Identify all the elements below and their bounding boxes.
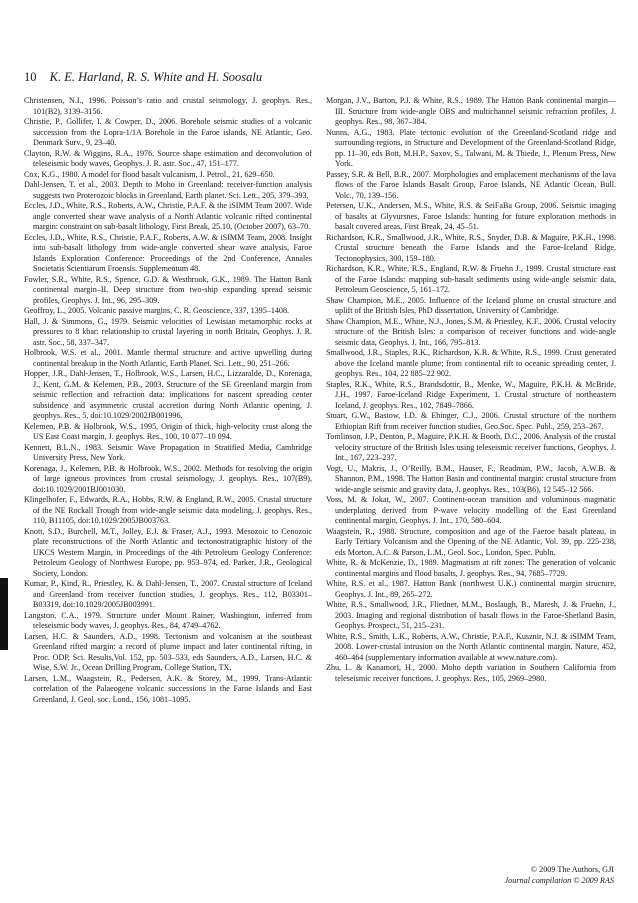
reference-entry: Fowler, S.R., White, R.S., Spence, G.D. & Westbrook, G.K., 1989. The Hatton Bank continental margin–II. Deep structure from two-ship expanding spread seismic profiles, Geophys. J. Int., 96, 295–309. [24, 274, 312, 305]
reference-entry: Cox, K.G., 1980. A model for flood basalt vulcanism, J. Petrol., 21, 629–650. [24, 169, 275, 179]
reference-entry: Holbrook, W.S. et al., 2001. Mantle thermal structure and active upwelling during continental breakup in the North Atlantic, Earth Planet. Sci. Lett., 90, 251–266. [24, 348, 312, 368]
reference-entry: Shaw Champion, M.E., 2005. Influence of the Iceland plume on crustal structure and uplift of the British Isles, PhD dissertation, University of Cambridge. [326, 295, 616, 315]
reference-entry: Clayton, R.W. & Wiggins, R.A., 1976. Source shape estimation and deconvolution of teleseismic body waves, Geophys. J. R. astr. Soc., 47, 151–177. [24, 148, 312, 168]
references-left-column [24, 96, 312, 705]
footer-copyright: © 2009 The Authors, GJI [530, 865, 614, 874]
reference-entry: Eccles, J.D., White, R.S., Christie, P.A.F., Roberts, A.W. & iSIMM Team, 2008. Insight into sub-basalt lithology from wide-angle converted shear wave analysis, Faroe Islands Exploration Conference: Proceedings of the 2nd Conference, Annales Societatis Scientiarum Froensis. Supplementum 48. [24, 232, 312, 273]
reference-entry: Larsen, L.M., Waagstein, R., Pedersen, A.K. & Storey, M., 1999. Trans-Atlantic correlation of the Palaeogene volcanic successions in the Faroe Islands and East Greenland, J. Geol. soc. Lond., 156, 1081–1095. [24, 673, 312, 704]
page-number: 10 [24, 70, 37, 84]
reference-entry: Tomlinson, J.P., Denton, P., Maguire, P.K.H. & Booth, D.C., 2006. Analysis of the crustal velocity structure of the British Isles using teleseismic receiver functions, Geophys. J. Int., 167, 223–237. [326, 432, 616, 462]
reference-entry: Christie, P., Gollifer, I. & Cowper, D., 2006. Borehole seismic studies of a volcanic succession from the Lopra-1/1A Borehole in the Faroe islands, NE Atlantic, Geo. Denmark Surv., 9, 23–40. [24, 117, 312, 147]
reference-entry: Nunns, A.G., 1983. Plate tectonic evolution of the Greenland-Scotland ridge and surrounding regions, in Structure and Development of the Greenland-Scotland Ridge, pp. 11–30, eds Bott, M.H.P., Saxov, S., Talwani, M. & Thiede, J., Plenum Press, New York. [326, 127, 616, 168]
reference-entry: White, R.S., Smallwood, J.R., Fliedner, M.M., Boslaugh, B., Maresh, J. & Fruehn, J., 2003. Imaging and regional distribution of basalt flows in the Faroe-Shetland Basin, Geophys. Prospect., 51, 215–231. [326, 600, 616, 630]
running-authors: K. E. Harland, R. S. White and H. Soosalu [49, 70, 263, 84]
reference-entry: Passey, S.R. & Bell, B.R., 2007. Morphologies and emplacement mechanisms of the lava flows of the Faroe Islands Basalt Group, Faroe Islands, NE Atlantic Ocean, Bull. Volc., 70, 139–156. [326, 169, 616, 200]
reference-entry: Richardson, K.R., White, R.S., England, R.W. & Fruehn J., 1999. Crustal structure east of the Faroe Islands: mapping sub-basalt sediments using wide-angle seismic data, Petroleum Geoscience, 5, 161–172. [326, 264, 616, 294]
reference-entry: Kennett, B.L.N., 1983. Seismic Wave Propagation in Stratified Media, Cambridge University Press, New York. [24, 442, 312, 462]
reference-entry: Smallwood, J.R., Staples, R.K., Richardson, K.R. & White, R.S., 1999. Crust generated above the Iceland mantle plume; from continental rift to oceanic spreading center, J. geophys. Res., 104, 22 885–22 902. [326, 348, 616, 378]
reference-entry: Stuart, G.W., Bastow, I.D. & Ebinger, C.J., 2006. Crustal structure of the northern Ethiopian Rift from receiver function studies, Geo.Soc. Spec. Publ., 259, 253–267. [326, 411, 616, 431]
reference-entry: Shaw Champion, M.E., White, N.J., Jones, S.M. & Priestley, K.F., 2006. Crustal velocity structure of the British Isles: a comparison of receiver functions and wide-angle seismic data, Geophys. J. Int., 166, 795–813. [326, 316, 616, 347]
reference-entry: Richardson, K.R., Smallwood, J.R., White, R.S., Snyder, D.B. & Maguire, P.K.H., 1998. Crustal structure beneath the Faroe Islands and the Faroe-Iceland Ridge, Tectonophysics, 300, 159–180. [326, 232, 616, 263]
reference-entry: Vogt, U., Makris, J., O’Reilly, B.M., Hauser, F., Readman, P.W., Jacob, A.W.B. & Shannon, P.M., 1998. The Hatton Basin and continental margin: crustal structure from wide-angle seismic and gravity data, J. geophys. Res., 103(B6), 12 545–12 566. [326, 463, 616, 494]
reference-entry: White, R.S. et al., 1987. Hatton Bank (northwest U.K.) continental margin structure, Geophys. J. Int., 89, 265–272. [326, 579, 616, 599]
page-edge-tab [0, 578, 8, 650]
reference-entry: Kumar, P., Kind, R., Priestley, K. & Dahl-Jensen, T., 2007. Crustal structure of Iceland and Greenland from receiver function studies, J. geophys. Res., 112, B03301–B03319, doi:10.1029/2005JB003991. [24, 579, 312, 609]
reference-entry: Zhu, L. & Kanamori, H., 2000. Moho depth variation in Southern California from teleseismic receiver functions, J. geophys. Res., 105, 2969–2980. [326, 663, 616, 683]
reference-entry: Langston, C.A., 1979. Structure under Mount Rainer, Washington, inferred from teleseismic body waves, J. geophys. Res., 84, 4749–4762. [24, 610, 312, 630]
references-right-column [326, 96, 616, 684]
reference-entry: Klingelhofer, F., Edwards, R.A., Hobbs, R.W. & England, R.W., 2005. Crustal structure of the NE Rockall Trough from wide-angle seismic data modeling, J. geophys. Res., 110, B11105, doi:10.1029/2005JB003763. [24, 495, 312, 525]
reference-entry: Eccles, J.D., White, R.S., Roberts, A.W., Christie, P.A.F. & the iSIMM Team 2007. Wide angle converted shear wave analysis of a North Atlantic volcanic rifted continental margin: constraint on sub-basalt lithology, First Break, 25.10, (October 2007), 63–70. [24, 201, 312, 231]
reference-entry: White, R. & McKenzie, D., 1989. Magmatism at rift zones: The generation of volcanic continental margins and flood basalts, J. geophys. Res., 94, 7685–7729. [326, 558, 616, 578]
footer-journal-compilation: Journal compilation © 2009 RAS [504, 876, 614, 885]
reference-entry: Staples, R.K., White, R.S., Brandsdottir, B., Menke, W., Maguire, P.K.H. & McBride, J.H., 1997. Faroe-Iceland Ridge Experiment, 1. Crustal structure of northeastern Iceland, J. geophys. Res., 102, 7849–7866. [326, 379, 616, 410]
reference-entry: Larsen, H.C. & Saunders, A.D., 1998. Tectonism and volcanism at the southeast Greenland rifted margin: a record of plume impact and later continental rifting, in Proc. ODP, Sci. Results,Vol. 152, pp. 503–533, eds Saunders, A.D., Larsen, H.C. & Wise, S.W. Jr., Ocean Drilling Program, College Station, TX, [24, 631, 312, 672]
reference-entry: Hopper, J.R., Dahl-Jensen, T., Holbrook, W.S., Larsen, H.C., Lizzaralde, D., Korenaga, J., Kent, G.M. & Kelemen, P.B., 2003. Structure of the SE Greenland margin from seismic reflection and refraction data: implications for nascent spreading center subsidence and asymmetric crustal accretion during North Atlantic opening, J. geophys. Res., 5, doi:10.1029/2002JB001996. [24, 369, 312, 420]
reference-entry: Dahl-Jensen, T. et al., 2003. Depth to Moho in Greenland: receiver-function analysis suggests two Proterozoic blocks in Greenland, Earth planet. Sci. Lett., 205, 379–393. [24, 180, 312, 200]
reference-entry: Petersen, U.K., Andersen, M.S., White, R.S. & SeiFaBa Group, 2006. Seismic imaging of basalts at Glyvursnes, Faroe Islands: hunting for future exploration methods in basalt covered areas, First Break, 24, 45–51. [326, 201, 616, 231]
reference-entry: Waagstein, R., 1988. Structure, composition and age of the Faeroe basalt plateau, in Early Tertiary Volcanism and the Opening of the NE Atlantic, Vol. 39, pp. 225-238, eds Morton, A.C. & Parson, L.M., Geol. Soc., London, Spec. Publn. [326, 526, 616, 557]
page-footer [505, 864, 614, 886]
reference-entry: Knott, S.D., Burchell, M.T., Jolley, E.J. & Fraser, A.J., 1993. Mesozoic to Cenozoic plate reconstructions of the North Atlantic and tectonostratigraphic history of the UKCS Western Margin, in Proceedings of the 4th Petroleum Geology Conference: Petroleum Geology of Northwest Europe, pp. 953–974, ed. Parker, J.R., Geological Society, London. [24, 526, 312, 578]
reference-entry: Morgan, J.V., Barton, P.J. & White, R.S., 1989. The Hatton Bank continental margin—III. Structure from wide-angle OBS and multichannel seismic refraction profiles, J. geophys. Res., 98, 367–384. [326, 96, 616, 126]
reference-entry: Kelemen, P.B. & Holbrook, W.S., 1995, Origin of thick, high-velocity crust along the US East Coast margin, J. geophys. Res., 100, 10 077–10 094. [24, 421, 312, 441]
reference-entry: Korenaga, J., Kelemen, P.B. & Holbrook, W.S., 2002. Methods for resolving the origin of large igneous provinces from crustal seismology, J. geophys. Res., 107(B9), doi:10.1029/2001BJ001030. [24, 463, 312, 494]
running-header [24, 70, 262, 85]
reference-entry: Voss, M. & Jokat, W., 2007. Continent-ocean transition and voluminous magmatic underplating derived from P-wave velocity modelling of the East Greenland continental margin, Geophys. J. Int., 170, 580–604. [326, 495, 616, 525]
reference-entry: Geoffroy, L., 2005. Volcanic passive margins, C. R. Geoscience, 337, 1395–1408. [24, 306, 290, 315]
reference-entry: Hall, J. & Simmons, G., 1979. Seismic velocities of Lewisian metamorphic rocks at pressures to 8 kbar: relationship to crustal layering in north Britain, Geophys. J. R. astr. Soc., 58, 337–347. [24, 316, 312, 347]
reference-entry: Christensen, N.I., 1996. Poisson’s ratio and crustal seismology, J. geophys. Res., 101(B2), 3139–3156. [24, 96, 312, 116]
reference-entry: White, R.S., Smith, L.K., Roberts, A.W., Christie, P.A.F., Kusznir, N.J. & iSIMM Team, 2008. Lower-crustal intrusion on the North Atlantic continental margin, Nature, 452, 460–464 (supplementary information available at www.nature.com). [326, 631, 616, 662]
